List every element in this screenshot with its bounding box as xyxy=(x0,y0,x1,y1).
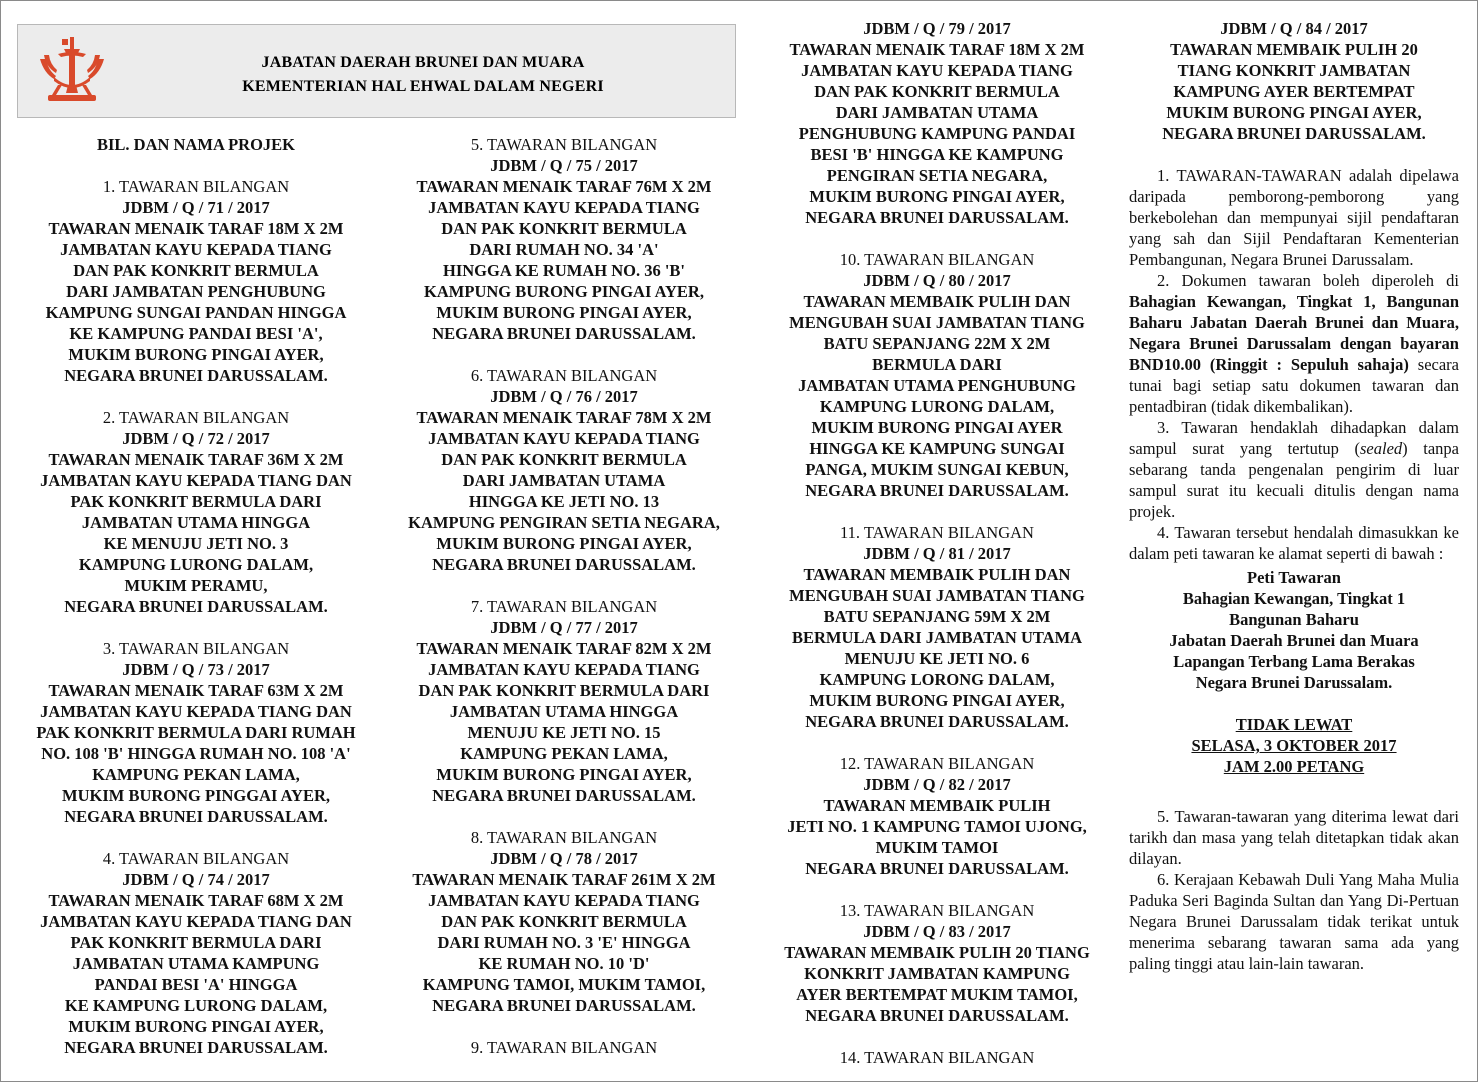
tender-desc-line: MUKIM BURONG PINGAI AYER, xyxy=(436,534,692,553)
tender-desc-line: KAMPUNG BURONG PINGAI AYER, xyxy=(424,282,704,301)
tender-7 xyxy=(387,596,741,806)
tender-desc-line: MUKIM BURONG PINGAI AYER, xyxy=(1166,103,1422,122)
tender-desc-line: JAMBATAN KAYU KEPADA TIANG xyxy=(428,891,700,910)
tender-desc-line: PANDAI BESI 'A' HINGGA xyxy=(94,975,298,994)
tender-desc-line: PAK KONKRIT BERMULA DARI xyxy=(70,933,322,952)
tender-desc-line: BATU SEPANJANG 22M X 2M xyxy=(823,334,1051,353)
tender-ref: JDBM / Q / 82 / 2017 xyxy=(863,775,1011,794)
tender-desc-line: AYER BERTEMPAT MUKIM TAMOI, xyxy=(796,985,1078,1004)
tender-desc-line: DARI JAMBATAN PENGHUBUNG xyxy=(66,282,326,301)
deadline-line: TIDAK LEWAT xyxy=(1235,715,1353,734)
tender-desc-line: TAWARAN MENAIK TARAF 76M X 2M xyxy=(416,177,712,196)
tender-desc-line: KAMPUNG LURONG DALAM, xyxy=(819,397,1055,416)
deadline-time: JAM 2.00 PETANG xyxy=(1223,757,1365,776)
tender-desc-line: JAMBATAN KAYU KEPADA TIANG DAN xyxy=(40,702,352,721)
tender-desc-line: KE KAMPUNG LURONG DALAM, xyxy=(64,996,328,1015)
column-3 xyxy=(755,18,1119,1068)
tender-label: 12. TAWARAN BILANGAN xyxy=(839,754,1035,773)
tender-desc-line: NEGARA BRUNEI DARUSSALAM. xyxy=(64,1038,328,1057)
tender-desc-line: NEGARA BRUNEI DARUSSALAM. xyxy=(805,859,1069,878)
tender-11 xyxy=(755,522,1119,732)
column-2 xyxy=(387,134,741,1058)
tender-desc-line: NEGARA BRUNEI DARUSSALAM. xyxy=(432,555,696,574)
tender-desc-line: KAMPUNG PEKAN LAMA, xyxy=(92,765,300,784)
tender-2 xyxy=(19,407,373,617)
tender-desc-line: TAWARAN MEMBAIK PULIH DAN xyxy=(803,565,1071,584)
tender-label: 3. TAWARAN BILANGAN xyxy=(102,639,290,658)
tender-ref: JDBM / Q / 72 / 2017 xyxy=(122,429,270,448)
tender-desc-line: KE KAMPUNG PANDAI BESI 'A', xyxy=(69,324,323,343)
tender-desc-line: NEGARA BRUNEI DARUSSALAM. xyxy=(64,597,328,616)
tender-desc-line: NEGARA BRUNEI DARUSSALAM. xyxy=(64,366,328,385)
tender-desc-line: TAWARAN MENAIK TARAF 78M X 2M xyxy=(416,408,712,427)
tender-label: 1. TAWARAN BILANGAN xyxy=(102,177,290,196)
tender-desc-line: PAK KONKRIT BERMULA DARI RUMAH xyxy=(36,723,356,742)
tender-label: 7. TAWARAN BILANGAN xyxy=(470,597,658,616)
tender-desc-line: TAWARAN MENAIK TARAF 63M X 2M xyxy=(48,681,344,700)
department-name: JABATAN DAERAH BRUNEI DAN MUARA xyxy=(261,54,585,71)
tender-desc-line: JAMBATAN KAYU KEPADA TIANG xyxy=(801,61,1073,80)
tender-desc-line: MENGUBAH SUAI JAMBATAN TIANG xyxy=(789,586,1085,605)
tender-desc-line: JAMBATAN UTAMA KAMPUNG xyxy=(72,954,320,973)
tender-desc-line: NEGARA BRUNEI DARUSSALAM. xyxy=(64,807,328,826)
tender-desc-line: NEGARA BRUNEI DARUSSALAM. xyxy=(432,324,696,343)
tender-label: 13. TAWARAN BILANGAN xyxy=(839,901,1035,920)
purchase-location-text: Bahagian Kewangan, Tingkat 1, Bangunan Baharu Jabatan Daerah Brunei dan Muara, Negara Brunei Darussalam dengan bayaran BND10.00 (Ringgit : Sepuluh sahaja) xyxy=(1129,292,1459,374)
tender-desc-line: TAWARAN MEMBAIK PULIH 20 xyxy=(1170,40,1418,59)
tender-6 xyxy=(387,365,741,575)
address-line: Jabatan Daerah Brunei dan Muara xyxy=(1169,631,1419,650)
terms-paragraph-4: 4. Tawaran tersebut hendalah dimasukkan ke dalam peti tawaran ke alamat seperti di bawah : xyxy=(1129,523,1459,563)
tender-desc-line: NEGARA BRUNEI DARUSSALAM. xyxy=(805,712,1069,731)
tender-desc-line: MUKIM BURONG PINGAI AYER, xyxy=(436,765,692,784)
tender-desc-line: DAN PAK KONKRIT BERMULA xyxy=(441,219,687,238)
tender-desc-line: DARI JAMBATAN UTAMA xyxy=(835,103,1039,122)
tender-desc-line: TAWARAN MENAIK TARAF 82M X 2M xyxy=(416,639,712,658)
terms-paragraph-2 xyxy=(1129,270,1459,417)
tender-desc-line: PENGIRAN SETIA NEGARA, xyxy=(826,166,1048,185)
ministry-name: KEMENTERIAN HAL EHWAL DALAM NEGERI xyxy=(242,78,604,95)
tender-desc-line: JAMBATAN KAYU KEPADA TIANG xyxy=(428,660,700,679)
tender-desc-line: NEGARA BRUNEI DARUSSALAM. xyxy=(432,996,696,1015)
tender-desc-line: MUKIM BURONG PINGAI AYER, xyxy=(436,303,692,322)
tender-desc-line: NEGARA BRUNEI DARUSSALAM. xyxy=(432,786,696,805)
tender-desc-line: MENUJU KE JETI NO. 15 xyxy=(467,723,661,742)
address-line: Negara Brunei Darussalam. xyxy=(1195,673,1393,692)
tender-desc-line: JETI NO. 1 KAMPUNG TAMOI UJONG, xyxy=(787,817,1087,836)
tender-desc-line: NEGARA BRUNEI DARUSSALAM. xyxy=(1162,124,1426,143)
terms-text: 3. Tawaran hendaklah dihadapkan dalam sampul surat yang tertutup ( xyxy=(1129,418,1459,458)
tender-desc-line: KAMPUNG TAMOI, MUKIM TAMOI, xyxy=(422,975,706,994)
tender-desc-line: DAN PAK KONKRIT BERMULA xyxy=(441,912,687,931)
tender-label: 6. TAWARAN BILANGAN xyxy=(470,366,658,385)
tender-desc-line: TAWARAN MENAIK TARAF 36M X 2M xyxy=(48,450,344,469)
header-banner xyxy=(17,24,736,118)
terms-text: 2. Dokumen tawaran boleh diperoleh di xyxy=(1157,271,1459,290)
tender-desc-line: KE MENUJU JETI NO. 3 xyxy=(103,534,289,553)
tender-desc-line: KAMPUNG PENGIRAN SETIA NEGARA, xyxy=(408,513,720,532)
tender-ref: JDBM / Q / 79 / 2017 xyxy=(863,19,1011,38)
tender-desc-line: MENGUBAH SUAI JAMBATAN TIANG xyxy=(789,313,1085,332)
tender-desc-line: NO. 108 'B' HINGGA RUMAH NO. 108 'A' xyxy=(41,744,351,763)
tender-desc-line: JAMBATAN KAYU KEPADA TIANG xyxy=(428,429,700,448)
tender-3 xyxy=(19,638,373,827)
address-block xyxy=(1129,567,1459,693)
terms-paragraph-5: 5. Tawaran-tawaran yang diterima lewat dari tarikh dan masa yang telah ditetapkan tidak akan dilayan. xyxy=(1129,807,1459,868)
tender-ref: JDBM / Q / 77 / 2017 xyxy=(490,618,638,637)
tender-desc-line: KE RUMAH NO. 10 'D' xyxy=(478,954,650,973)
tender-14-continued xyxy=(1129,18,1459,144)
address-line: Bangunan Baharu xyxy=(1229,610,1359,629)
tender-label: 2. TAWARAN BILANGAN xyxy=(102,408,290,427)
address-line: Lapangan Terbang Lama Berakas xyxy=(1173,652,1415,671)
tender-desc-line: TAWARAN MENAIK TARAF 18M X 2M xyxy=(789,40,1085,59)
tender-desc-line: MUKIM PERAMU, xyxy=(124,576,268,595)
tender-ref: JDBM / Q / 73 / 2017 xyxy=(122,660,270,679)
tender-ref: JDBM / Q / 75 / 2017 xyxy=(490,156,638,175)
tender-desc-line: NEGARA BRUNEI DARUSSALAM. xyxy=(805,1006,1069,1025)
tender-desc-line: TAWARAN MEMBAIK PULIH DAN xyxy=(803,292,1071,311)
tender-desc-line: DARI JAMBATAN UTAMA xyxy=(462,471,666,490)
terms-paragraph-3 xyxy=(1129,417,1459,522)
tender-desc-line: HINGGA KE KAMPUNG SUNGAI xyxy=(809,439,1065,458)
tender-desc-line: MUKIM BURONG PINGAI AYER, xyxy=(809,187,1065,206)
deadline-block xyxy=(1129,714,1459,777)
tender-ref: JDBM / Q / 84 / 2017 xyxy=(1220,19,1368,38)
tender-desc-line: DAN PAK KONKRIT BERMULA DARI xyxy=(418,681,710,700)
tender-desc-line: NEGARA BRUNEI DARUSSALAM. xyxy=(805,208,1069,227)
tender-desc-line: BESI 'B' HINGGA KE KAMPUNG xyxy=(810,145,1064,164)
tender-desc-line: BATU SEPANJANG 59M X 2M xyxy=(823,607,1051,626)
tender-desc-line: KAMPUNG SUNGAI PANDAN HINGGA xyxy=(45,303,347,322)
tender-desc-line: MUKIM BURONG PINGAI AYER xyxy=(811,418,1063,437)
terms-paragraph-6: 6. Kerajaan Kebawah Duli Yang Maha Mulia Paduka Seri Baginda Sultan dan Yang Di-Pertuan Negara Brunei Darussalam tidak terikat untuk menerima sebarang tawaran sama ada yang paling tinggi atau lain-lain tawaran. xyxy=(1129,870,1459,973)
tender-desc-line: MUKIM BURONG PINGGAI AYER, xyxy=(62,786,330,805)
column-1 xyxy=(19,134,373,1058)
tender-desc-line: DAN PAK KONKRIT BERMULA xyxy=(73,261,319,280)
address-line: Bahagian Kewangan, Tingkat 1 xyxy=(1182,589,1406,608)
tender-desc-line: JAMBATAN KAYU KEPADA TIANG xyxy=(428,198,700,217)
tender-desc-line: KAMPUNG LORONG DALAM, xyxy=(819,670,1055,689)
tender-desc-line: KAMPUNG AYER BERTEMPAT xyxy=(1173,82,1415,101)
tender-12 xyxy=(755,753,1119,879)
tender-desc-line: DAN PAK KONKRIT BERMULA xyxy=(814,82,1060,101)
terms-text: secara tunai bagi setiap satu dokumen tawaran dan pentadbiran (tidak dikembalikan). xyxy=(1129,355,1459,416)
tender-desc-line: JAMBATAN KAYU KEPADA TIANG DAN xyxy=(40,471,352,490)
tender-desc-line: JAMBATAN UTAMA PENGHUBUNG xyxy=(798,376,1076,395)
tender-desc-line: HINGGA KE JETI NO. 13 xyxy=(468,492,660,511)
tender-desc-line: JAMBATAN KAYU KEPADA TIANG DAN xyxy=(40,912,352,931)
column-4 xyxy=(1129,18,1459,974)
tender-4 xyxy=(19,848,373,1058)
tender-desc-line: JAMBATAN UTAMA HINGGA xyxy=(81,513,311,532)
tender-desc-line: PENGHUBUNG KAMPUNG PANDAI xyxy=(798,124,1076,143)
tender-ref: JDBM / Q / 83 / 2017 xyxy=(863,922,1011,941)
tender-desc-line: HINGGA KE RUMAH NO. 36 'B' xyxy=(442,261,685,280)
tender-desc-line: KONKRIT JAMBATAN KAMPUNG xyxy=(804,964,1070,983)
tender-desc-line: KAMPUNG PEKAN LAMA, xyxy=(460,744,668,763)
tender-desc-line: BERMULA DARI JAMBATAN UTAMA xyxy=(791,628,1083,647)
tender-ref: JDBM / Q / 76 / 2017 xyxy=(490,387,638,406)
tender-desc-line: PAK KONKRIT BERMULA DARI xyxy=(70,492,322,511)
tender-desc-line: MUKIM BURONG PINGAI AYER, xyxy=(809,691,1065,710)
tender-desc-line: TAWARAN MENAIK TARAF 261M X 2M xyxy=(412,870,716,889)
tender-9-label: 9. TAWARAN BILANGAN xyxy=(470,1038,658,1057)
terms-paragraph-1: 1. TAWARAN-TAWARAN adalah dipelawa daripada pemborong-pemborong yang berkebolehan dan mempunyai sijil pendaftaran yang sah dan Sijil Pendaftaran Kementerian Pembangunan, Negara Brunei Darussalam. xyxy=(1129,166,1459,269)
brunei-crest-icon xyxy=(34,33,110,109)
list-heading: BIL. DAN NAMA PROJEK xyxy=(96,135,295,154)
tender-desc-line: JAMBATAN UTAMA HINGGA xyxy=(449,702,679,721)
tender-ref: JDBM / Q / 74 / 2017 xyxy=(122,870,270,889)
tender-desc-line: DARI RUMAH NO. 3 'E' HINGGA xyxy=(437,933,691,952)
tender-desc-line: MENUJU KE JETI NO. 6 xyxy=(844,649,1030,668)
tender-10 xyxy=(755,249,1119,501)
tender-9-continued xyxy=(755,18,1119,228)
tender-label: 4. TAWARAN BILANGAN xyxy=(102,849,290,868)
tender-desc-line: JAMBATAN KAYU KEPADA TIANG xyxy=(60,240,332,259)
address-line: Peti Tawaran xyxy=(1247,568,1341,587)
tender-desc-line: MUKIM TAMOI xyxy=(875,838,999,857)
tender-8 xyxy=(387,827,741,1016)
deadline-date: SELASA, 3 OKTOBER 2017 xyxy=(1191,736,1397,755)
tender-14-label: 14. TAWARAN BILANGAN xyxy=(839,1048,1035,1067)
tender-desc-line: MUKIM BURONG PINGAI AYER, xyxy=(68,1017,324,1036)
tender-ref: JDBM / Q / 81 / 2017 xyxy=(863,544,1011,563)
tender-desc-line: KAMPUNG LURONG DALAM, xyxy=(78,555,314,574)
tender-desc-line: TAWARAN MEMBAIK PULIH 20 TIANG xyxy=(784,943,1090,962)
tender-label: 11. TAWARAN BILANGAN xyxy=(840,523,1034,542)
tender-label: 5. TAWARAN BILANGAN xyxy=(470,135,658,154)
tender-desc-line: BERMULA DARI xyxy=(872,355,1002,374)
terms-text: ) tanpa sebarang tanda pengenalan pengirim di luar sampul surat itu kecuali ditulis dengan nama projek. xyxy=(1129,439,1459,521)
tender-desc-line: TAWARAN MENAIK TARAF 18M X 2M xyxy=(48,219,344,238)
tender-5 xyxy=(387,134,741,344)
tender-label: 10. TAWARAN BILANGAN xyxy=(839,250,1035,269)
tender-ref: JDBM / Q / 80 / 2017 xyxy=(863,271,1011,290)
tender-ref: JDBM / Q / 78 / 2017 xyxy=(490,849,638,868)
tender-label: 8. TAWARAN BILANGAN xyxy=(470,828,658,847)
tender-desc-line: NEGARA BRUNEI DARUSSALAM. xyxy=(805,481,1069,500)
tender-desc-line: DARI RUMAH NO. 34 'A' xyxy=(469,240,659,259)
tender-desc-line: TAWARAN MEMBAIK PULIH xyxy=(823,796,1051,815)
tender-desc-line: TAWARAN MENAIK TARAF 68M X 2M xyxy=(48,891,344,910)
tender-desc-line: TIANG KONKRIT JAMBATAN xyxy=(1177,61,1411,80)
tender-1 xyxy=(19,176,373,386)
tender-ref: JDBM / Q / 71 / 2017 xyxy=(122,198,270,217)
sealed-text: sealed xyxy=(1360,439,1403,458)
tender-13 xyxy=(755,900,1119,1026)
tender-desc-line: MUKIM BURONG PINGAI AYER, xyxy=(68,345,324,364)
tender-desc-line: PANGA, MUKIM SUNGAI KEBUN, xyxy=(805,460,1069,479)
tender-desc-line: DAN PAK KONKRIT BERMULA xyxy=(441,450,687,469)
